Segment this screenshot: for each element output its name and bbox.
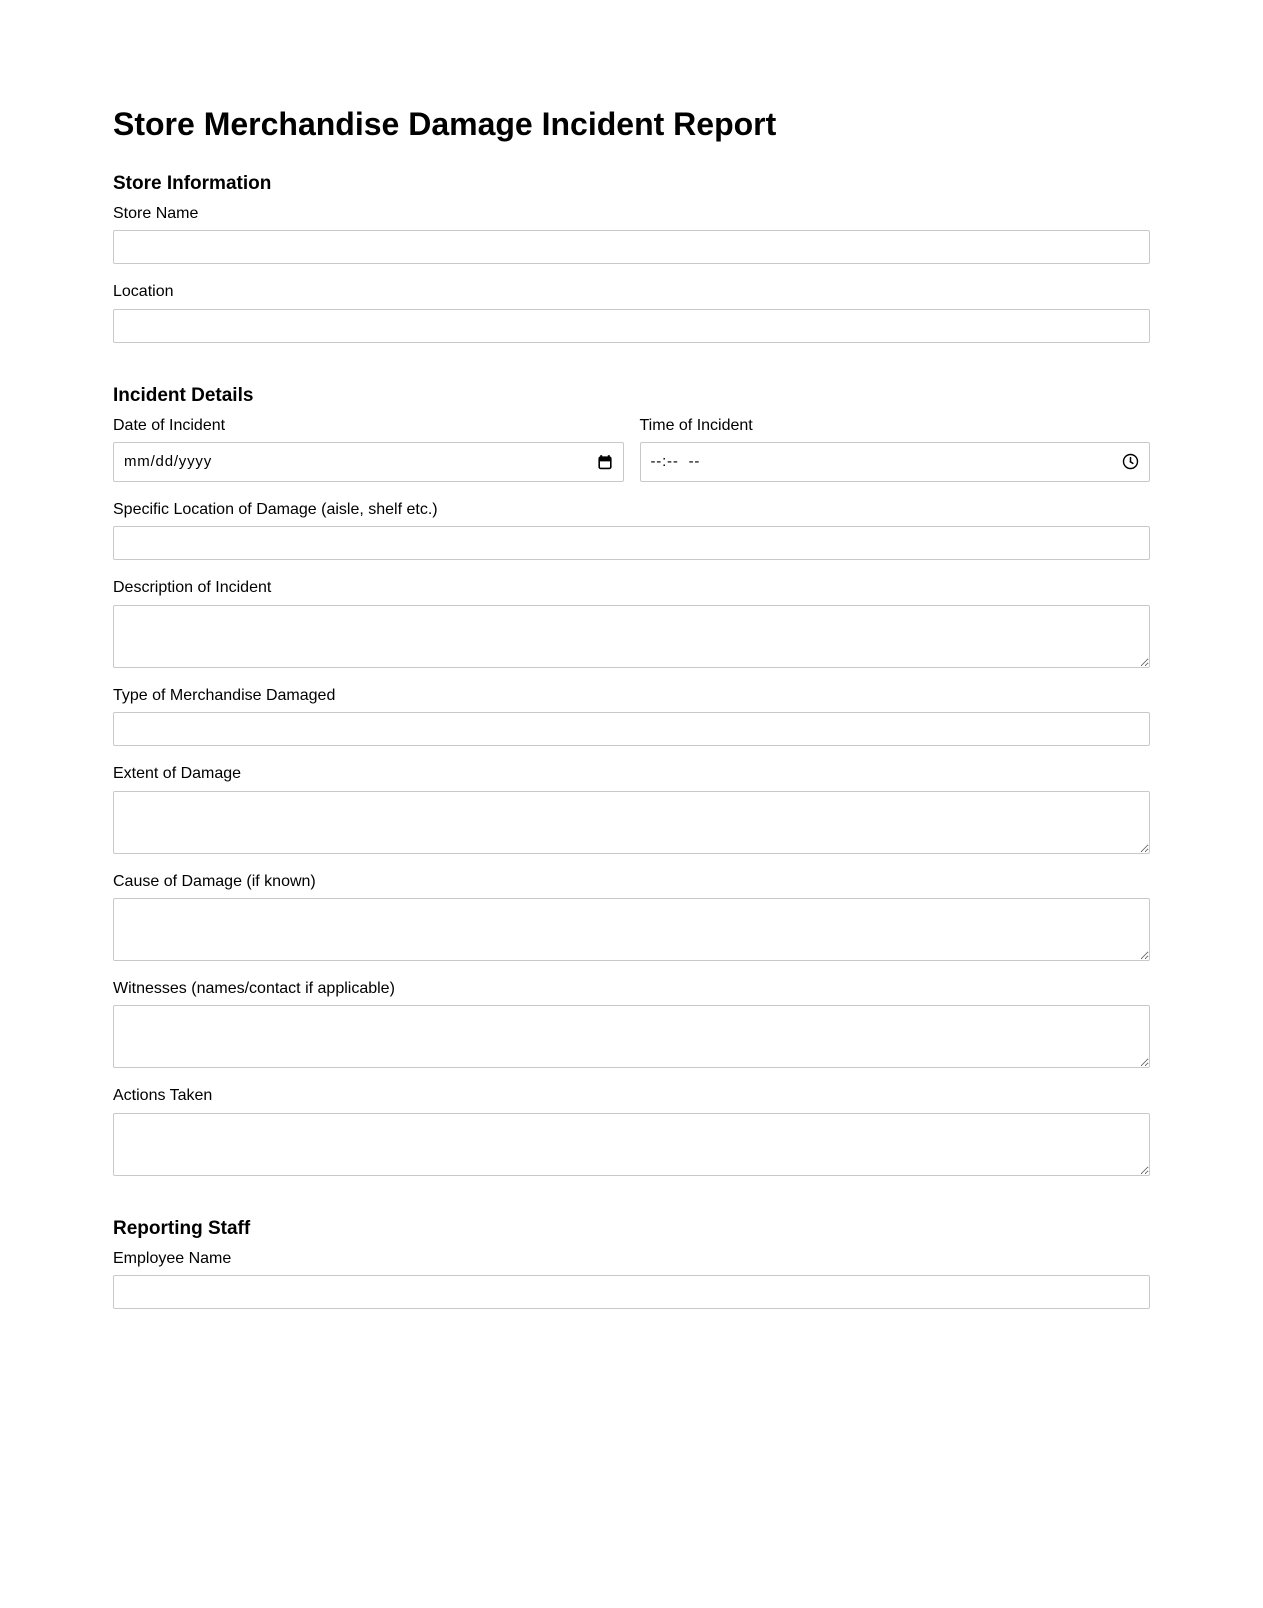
field-store-name bbox=[113, 205, 1150, 264]
date-placeholder: mm/dd/yyyy bbox=[124, 453, 213, 471]
cause-label: Cause of Damage (if known) bbox=[113, 872, 316, 890]
calendar-icon[interactable] bbox=[597, 454, 613, 470]
extent-label: Extent of Damage bbox=[113, 765, 242, 783]
location-input[interactable] bbox=[113, 309, 1150, 343]
cause-textarea[interactable] bbox=[113, 898, 1150, 961]
section-heading-reporting-staff: Reporting Staff bbox=[113, 1217, 251, 1239]
field-actions-taken bbox=[113, 1087, 1150, 1175]
extent-textarea[interactable] bbox=[113, 791, 1150, 854]
field-extent bbox=[113, 765, 1150, 853]
field-employee-name bbox=[113, 1250, 1150, 1309]
date-of-incident-input[interactable] bbox=[113, 442, 624, 482]
description-textarea[interactable] bbox=[113, 605, 1150, 668]
incident-report-form bbox=[113, 0, 1150, 1608]
section-heading-incident-details: Incident Details bbox=[113, 384, 254, 406]
actions-taken-label: Actions Taken bbox=[113, 1087, 213, 1105]
field-location bbox=[113, 283, 1150, 342]
field-witnesses bbox=[113, 980, 1150, 1068]
store-name-label: Store Name bbox=[113, 204, 199, 222]
date-time-row bbox=[113, 417, 1150, 482]
field-merchandise-type bbox=[113, 687, 1150, 746]
actions-taken-textarea[interactable] bbox=[113, 1113, 1150, 1176]
employee-name-input[interactable] bbox=[113, 1275, 1150, 1309]
field-cause bbox=[113, 873, 1150, 961]
field-time-of-incident bbox=[640, 417, 1151, 482]
section-heading-store-information: Store Information bbox=[113, 172, 272, 194]
witnesses-textarea[interactable] bbox=[113, 1005, 1150, 1068]
time-of-incident-input[interactable] bbox=[640, 442, 1151, 482]
time-placeholder: --:-- -- bbox=[650, 453, 701, 471]
store-name-input[interactable] bbox=[113, 230, 1150, 264]
employee-name-label: Employee Name bbox=[113, 1249, 232, 1267]
field-date-of-incident bbox=[113, 417, 624, 482]
merchandise-type-label: Type of Merchandise Damaged bbox=[113, 686, 336, 704]
merchandise-type-input[interactable] bbox=[113, 712, 1150, 746]
date-of-incident-label: Date of Incident bbox=[113, 416, 226, 434]
page-title: Store Merchandise Damage Incident Report bbox=[113, 106, 777, 142]
time-of-incident-label: Time of Incident bbox=[639, 416, 753, 434]
description-label: Description of Incident bbox=[113, 579, 272, 597]
witnesses-label: Witnesses (names/contact if applicable) bbox=[113, 979, 395, 997]
location-label: Location bbox=[113, 283, 174, 301]
field-specific-location bbox=[113, 501, 1150, 560]
specific-location-input[interactable] bbox=[113, 526, 1150, 560]
clock-icon[interactable] bbox=[1122, 453, 1139, 470]
field-description bbox=[113, 579, 1150, 667]
specific-location-label: Specific Location of Damage (aisle, shelf etc.) bbox=[113, 500, 438, 518]
